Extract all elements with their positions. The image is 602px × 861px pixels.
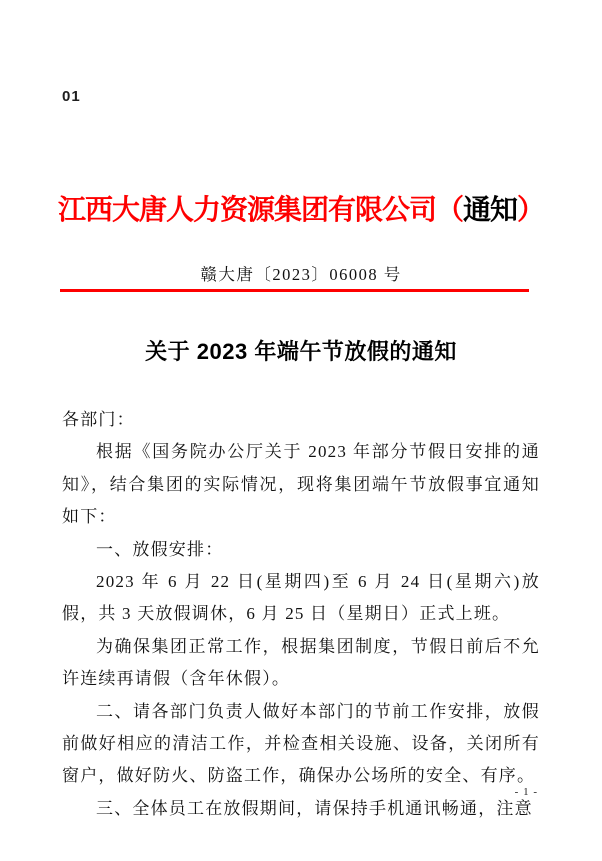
body-paragraph: 根据《国务院办公厅关于 2023 年部分节假日安排的通知》，结合集团的实际情况，现将集团端午节放假事宜通知如下：	[62, 442, 540, 527]
page-number: - 1 -	[514, 786, 538, 798]
letterhead-doc-type: 通知	[463, 194, 518, 225]
body-paragraph: 一、放假安排：	[96, 539, 224, 559]
body-paragraph: 二、请各部门负责人做好本部门的节前工作安排，放假前做好相应的清洁工作，并检查相关设施、设备，关闭所有窗户，做好防火、防盗工作，确保办公场所的安全、有序。	[62, 701, 540, 786]
letterhead-org-name: 江西大唐人力资源集团有限公司	[57, 194, 436, 225]
body-paragraph: 三、全体员工在放假期间，请保持手机通讯畅通，注意	[96, 798, 533, 818]
notice-title: 关于 2023 年端午节放假的通知	[145, 339, 457, 364]
letterhead-divider-rule	[60, 289, 529, 292]
corner-code: 01	[62, 88, 81, 105]
letterhead-title	[0, 188, 602, 228]
notice-body	[62, 404, 540, 825]
body-paragraph: 为确保集团正常工作，根据集团制度，节假日前后不允许连续再请假（含年休假）。	[62, 636, 540, 689]
letterhead-paren-close: ）	[517, 194, 545, 225]
document-number: 赣大唐〔2023〕06008 号	[200, 265, 402, 284]
letterhead-paren-open: （	[435, 194, 463, 225]
salutation: 各部门：	[62, 410, 135, 429]
body-paragraph: 2023 年 6 月 22 日(星期四)至 6 月 24 日(星期六)放假，共 3 天放假调休，6 月 25 日（星期日）正式上班。	[62, 572, 540, 624]
